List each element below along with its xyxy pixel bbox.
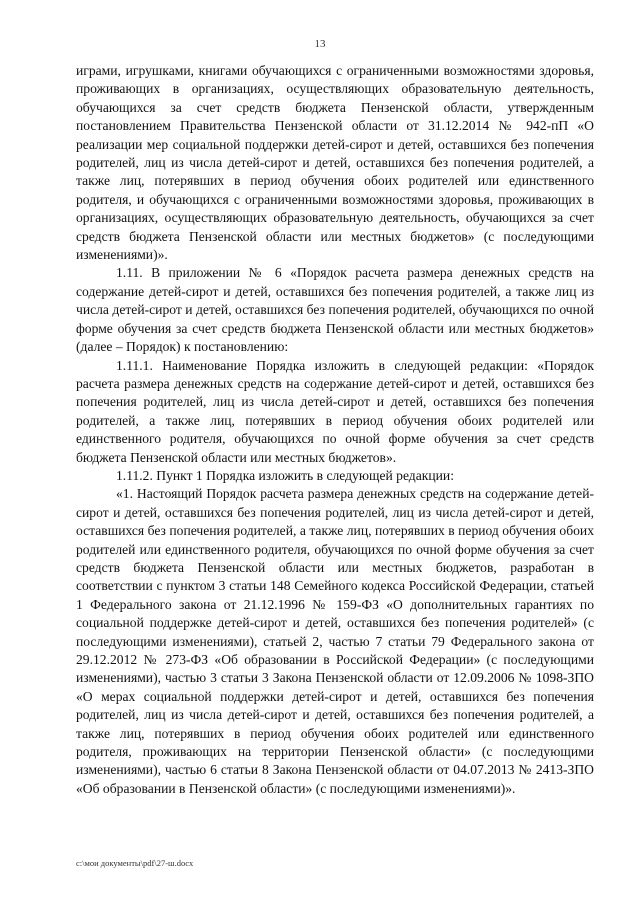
paragraph-1-11-2: 1.11.2. Пункт 1 Порядка изложить в следующей редакции:: [116, 467, 454, 483]
document-body: [76, 62, 594, 798]
paragraph-continuation: играми, игрушками, книгами обучающихся с ограниченными возможностями здоровья, проживающих в организациях, осуществляющих образовательную деятельность, обучающихся за счет средств бюджета Пензенской области, утвержденным постановлением Правительства Пензенской области от 31.12.2014 № 942-пП «О реализации мер социальной поддержки детей-сирот и детей, оставшихся без попечения родителей, лиц из числа детей-сирот и детей, оставшихся без попечения родителей, а также лиц, потерявших в период обучения обоих родителей или единственного родителя, и обучающихся с ограниченными возможностями здоровья, проживающих в организациях, осуществляющих образовательную деятельность, обучающихся за счет средств бюджета Пензенской области или местных бюджетов» (с последующими изменениями)».: [76, 63, 594, 263]
paragraph-1-11: 1.11. В приложении № 6 «Порядок расчета размера денежных средств на содержание детей-сирот и детей, оставшихся без попечения родителей, а также лиц из числа детей-сирот и детей, оставшихся без попечения родителей, обучающихся по очной форме обучения за счет средств бюджета Пензенской области или местных бюджетов» (далее – Порядок) к постановлению:: [76, 265, 594, 355]
footer-file-path: c:\мои документы\pdf\27-ш.docx: [76, 858, 194, 868]
paragraph-quoted-item-1: «1. Настоящий Порядок расчета размера денежных средств на содержание детей-сирот и детей, оставшихся без попечения родителей, лиц из числа детей-сирот и детей, оставшихся без попечения родителей, а также лиц, потерявших в период обучения обоих родителей или единственного родителя, обучающихся по очной форме обучения за счет средств бюджета Пензенской области или местных бюджетов, разработан в соответствии с пунктом 3 статьи 148 Семейного кодекса Российской Федерации, статьей 1 Федерального закона от 21.12.1996 № 159-ФЗ «О дополнительных гарантиях по социальной поддержке детей-сирот и детей, оставшихся без попечения родителей» (с последующими изменениями), статьей 2, частью 7 статьи 79 Федерального закона от 29.12.2012 № 273-ФЗ «Об образовании в Российской Федерации» (с последующими изменениями), частью 3 статьи 3 Закона Пензенской области от 12.09.2006 № 1098-ЗПО «О мерах социальной поддержки детей-сирот и детей, оставшихся без попечения родителей, лиц из числа детей-сирот и детей, оставшихся без попечения родителей, а также лиц, потерявших в период обучения обоих родителей или единственного родителя, проживающих на территории Пензенской области» (с последующими изменениями), частью 6 статьи 8 Закона Пензенской области от 04.07.2013 № 2413-ЗПО «Об образовании в Пензенской области» (с последующими изменениями)».: [76, 486, 594, 796]
page-number: 13: [314, 38, 326, 50]
paragraph-1-11-1: 1.11.1. Наименование Порядка изложить в следующей редакции: «Порядок расчета размера денежных средств на содержание детей-сирот и детей, оставшихся без попечения родителей, лиц из числа детей-сирот и детей, оставшихся без попечения родителей, а также лиц, потерявших в период обучения обоих родителей или единственного родителя, обучающихся по очной форме обучения за счет средств бюджета Пензенской области или местных бюджетов».: [76, 357, 594, 465]
